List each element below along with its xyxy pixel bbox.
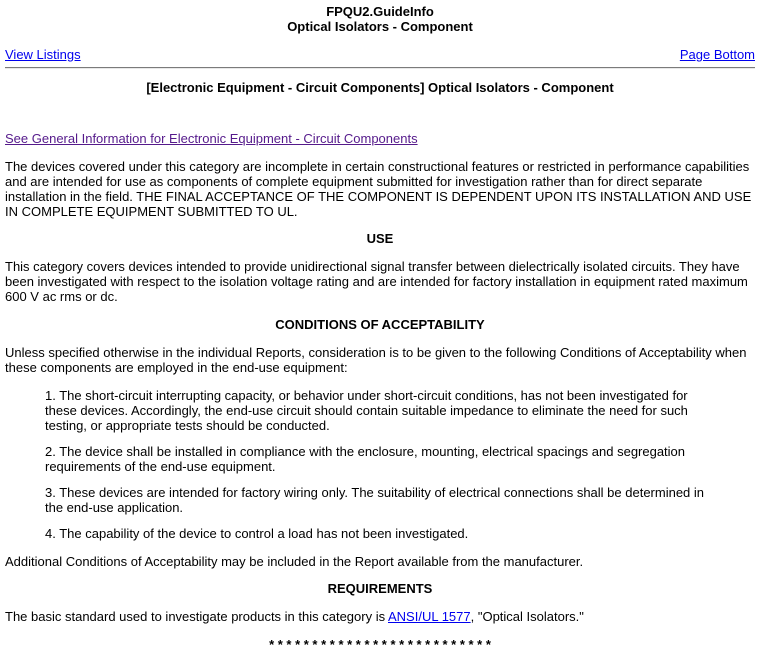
requirements-text-before: The basic standard used to investigate products in this category is [5,609,388,625]
requirements-text-after: , "Optical Isolators." [470,609,584,625]
condition-item-3: 3. These devices are intended for factory wiring only. The suitability of electrical connections shall be determined in the end-use application. [45,484,705,515]
ansi-ul-1577-link[interactable]: ANSI/UL 1577 [388,609,471,625]
general-info-row [5,132,755,147]
condition-item-1: 1. The short-circuit interrupting capacity, or behavior under short-circuit conditions, has not been investigated for these devices. Accordingly, the end-use circuit should contain suitable impedance to eliminate the need for such testing, or appropriate tests should be conducted. [45,388,688,433]
general-info-link[interactable]: See General Information for Electronic Equipment - Circuit Components [5,130,418,146]
condition-item-4: 4. The capability of the device to control a load has not been investigated. [45,525,469,541]
conditions-heading: CONDITIONS OF ACCEPTABILITY [275,317,485,333]
horizontal-divider [5,67,755,69]
requirements-paragraph [5,610,755,625]
requirements-heading: REQUIREMENTS [327,581,433,597]
additional-conditions-note: Additional Conditions of Acceptability may be included in the Report available from the manufacturer. [5,553,584,569]
view-listings-link[interactable]: View Listings [5,46,81,62]
page-title [5,5,755,35]
use-heading: USE [366,231,394,247]
asterisk-separator: * * * * * * * * * * * * * * * * * * * * * * * * * * [269,637,491,653]
top-nav [5,48,755,63]
page-title-line1: FPQU2.GuideInfo [326,4,434,19]
condition-item-2: 2. The device shall be installed in compliance with the enclosure, mounting, electrical spacings and segregation requirements of the end-use equipment. [45,443,686,474]
page-title-line2: Optical Isolators - Component [287,18,473,34]
conditions-intro: Unless specified otherwise in the individual Reports, consideration is to be given to the following Conditions of Acceptability when these components are employed in the end-use equipment: [5,345,747,376]
page-bottom-link[interactable]: Page Bottom [679,46,755,62]
use-paragraph: This category covers devices intended to provide unidirectional signal transfer between dielectrically isolated circuits. They have been investigated with respect to the isolation voltage rating and are intended for factory installation in equipment rated maximum 600 V ac rms or dc. [5,259,748,305]
category-heading: [Electronic Equipment - Circuit Components] Optical Isolators - Component [146,79,614,95]
intro-paragraph: The devices covered under this category are incomplete in certain constructional features or restricted in performance capabilities and are intended for use as components of complete equipment submitted for investigation rather than for direct separate installation in the field. THE FINAL ACCEPTANCE OF THE COMPONENT IS DEPENDENT UPON ITS INSTALLATION AND USE IN COMPLETE EQUIPMENT SUBMITTED TO UL. [5,158,752,219]
